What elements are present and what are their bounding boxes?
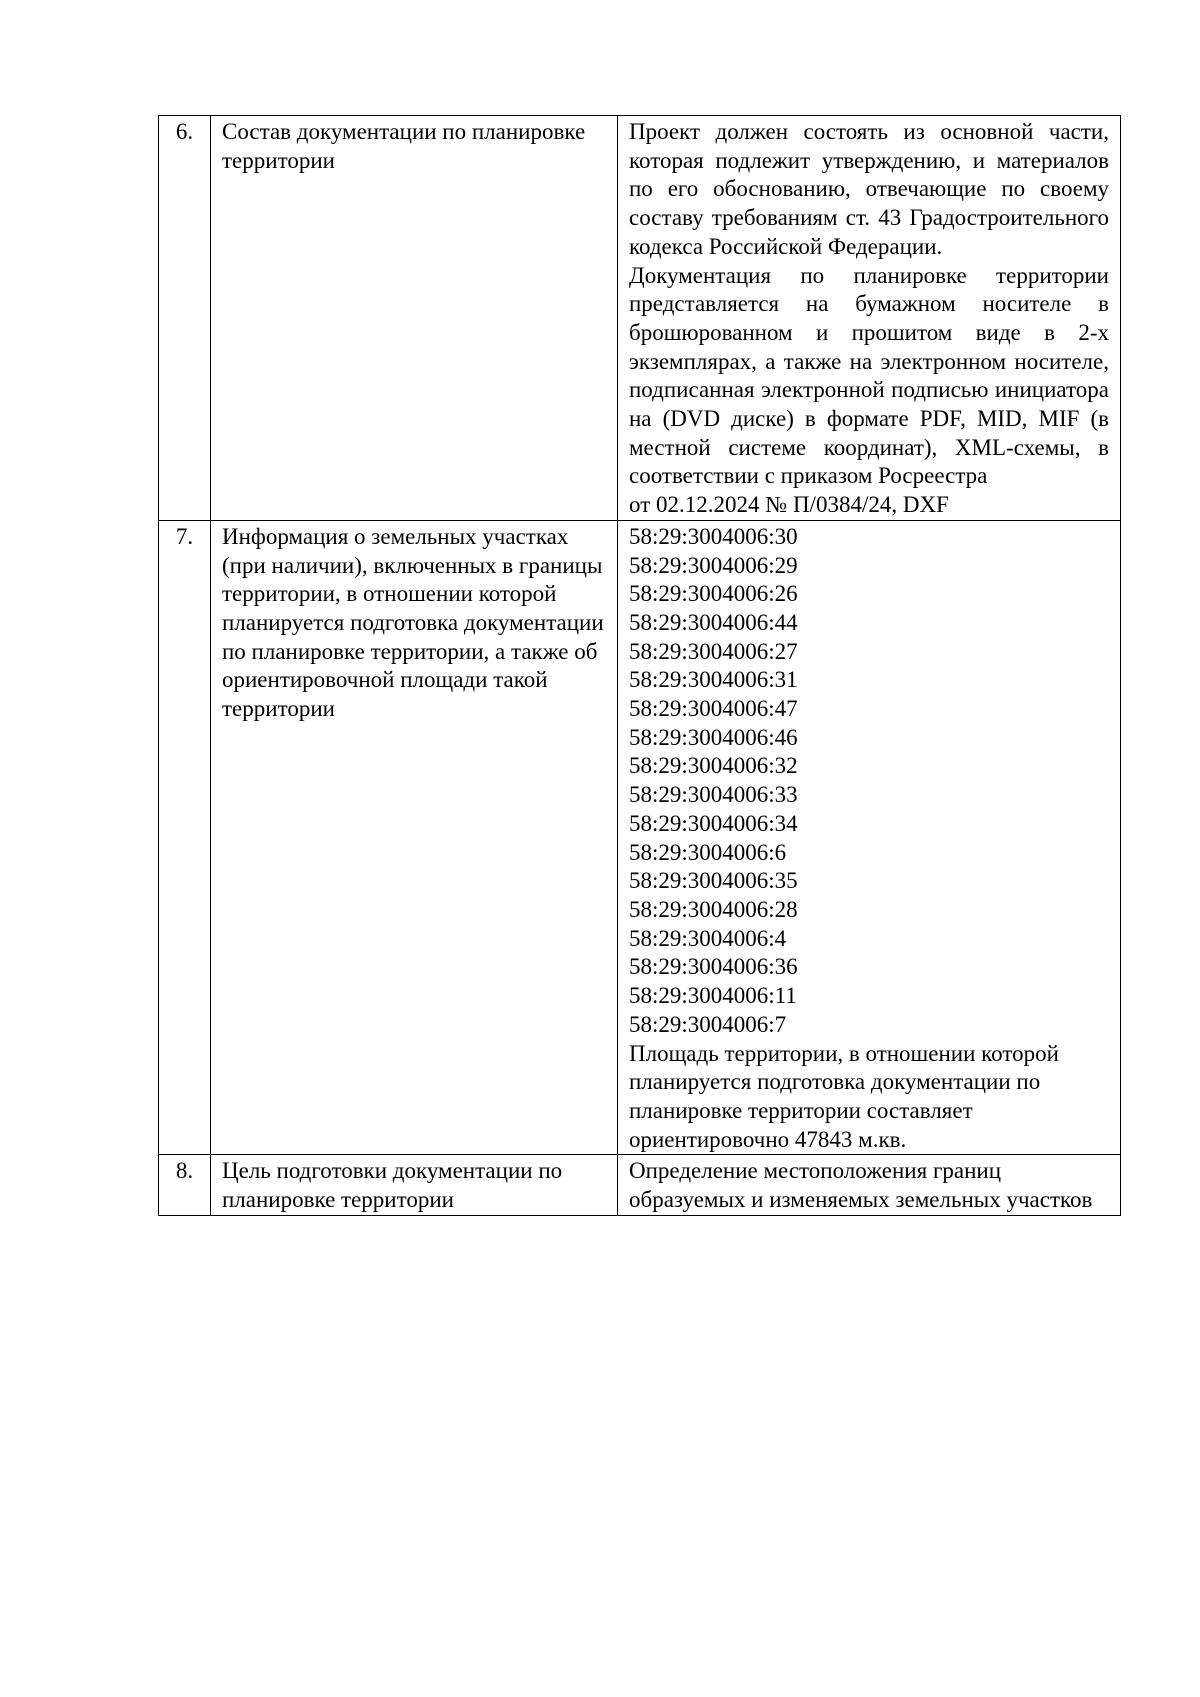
parcel-number: 58:29:3004006:36 [629, 954, 798, 980]
paragraph: от 02.12.2024 № П/0384/24, DXF [629, 492, 949, 518]
parcel-number: 58:29:3004006:6 [629, 839, 787, 865]
parcel-list [629, 523, 1109, 1040]
parcel-number: 58:29:3004006:31 [629, 667, 798, 693]
parcel-number: 58:29:3004006:30 [629, 523, 798, 549]
row-value [618, 116, 1121, 521]
area-description: Площадь территории, в отношении которой планируется подготовка документации по планировке территории составляет ориентировочно 47843 м.кв. [629, 1040, 1059, 1152]
table-row-8 [159, 1155, 1121, 1215]
planning-documentation-table [158, 115, 1121, 1216]
parcel-number: 58:29:3004006:7 [629, 1011, 787, 1037]
parcel-number: 58:29:3004006:29 [629, 552, 798, 578]
row-number: 6. [159, 116, 211, 521]
paragraph: Документация по планировке территории представляется на бумажном носителе в брошюрованном и прошитом виде в 2-х экземплярах, а также на электронном носителе, подписанная электронной подписью инициатора на (DVD диске) в формате PDF, MID, MIF (в местной системе координат), XML-схемы, в соответствии с приказом Росреестра [629, 262, 1109, 489]
row-title: Состав документации по планировке территории [211, 116, 618, 521]
parcel-number: 58:29:3004006:46 [629, 724, 798, 750]
parcel-number: 58:29:3004006:33 [629, 782, 798, 808]
table-row-6 [159, 116, 1121, 521]
parcel-number: 58:29:3004006:32 [629, 753, 798, 779]
table-row-7 [159, 520, 1121, 1154]
row-value: Определение местоположения границ образуемых и изменяемых земельных участков [618, 1155, 1121, 1215]
row-number: 7. [159, 520, 211, 1154]
parcel-number: 58:29:3004006:4 [629, 925, 787, 951]
row-title: Цель подготовки документации по планировке территории [211, 1155, 618, 1215]
row-title: Информация о земельных участках (при наличии), включенных в границы территории, в отношении которой планируется подготовка документации по планировке территории, а также об ориентировочной площади такой территории [211, 520, 618, 1154]
parcel-number: 58:29:3004006:34 [629, 810, 798, 836]
paragraph: Проект должен состоять из основной части, которая подлежит утверждению, и материалов по его обоснованию, отвечающие по своему составу требованиям ст. 43 Градостроительного кодекса Российской Федерации. [629, 119, 1109, 259]
row-number: 8. [159, 1155, 211, 1215]
parcel-number: 58:29:3004006:11 [629, 983, 797, 1009]
parcel-number: 58:29:3004006:28 [629, 896, 798, 922]
parcel-number: 58:29:3004006:44 [629, 609, 798, 635]
parcel-number: 58:29:3004006:47 [629, 696, 798, 722]
parcel-number: 58:29:3004006:27 [629, 638, 798, 664]
parcel-number: 58:29:3004006:26 [629, 581, 798, 607]
row-value [618, 520, 1121, 1154]
parcel-number: 58:29:3004006:35 [629, 868, 798, 894]
